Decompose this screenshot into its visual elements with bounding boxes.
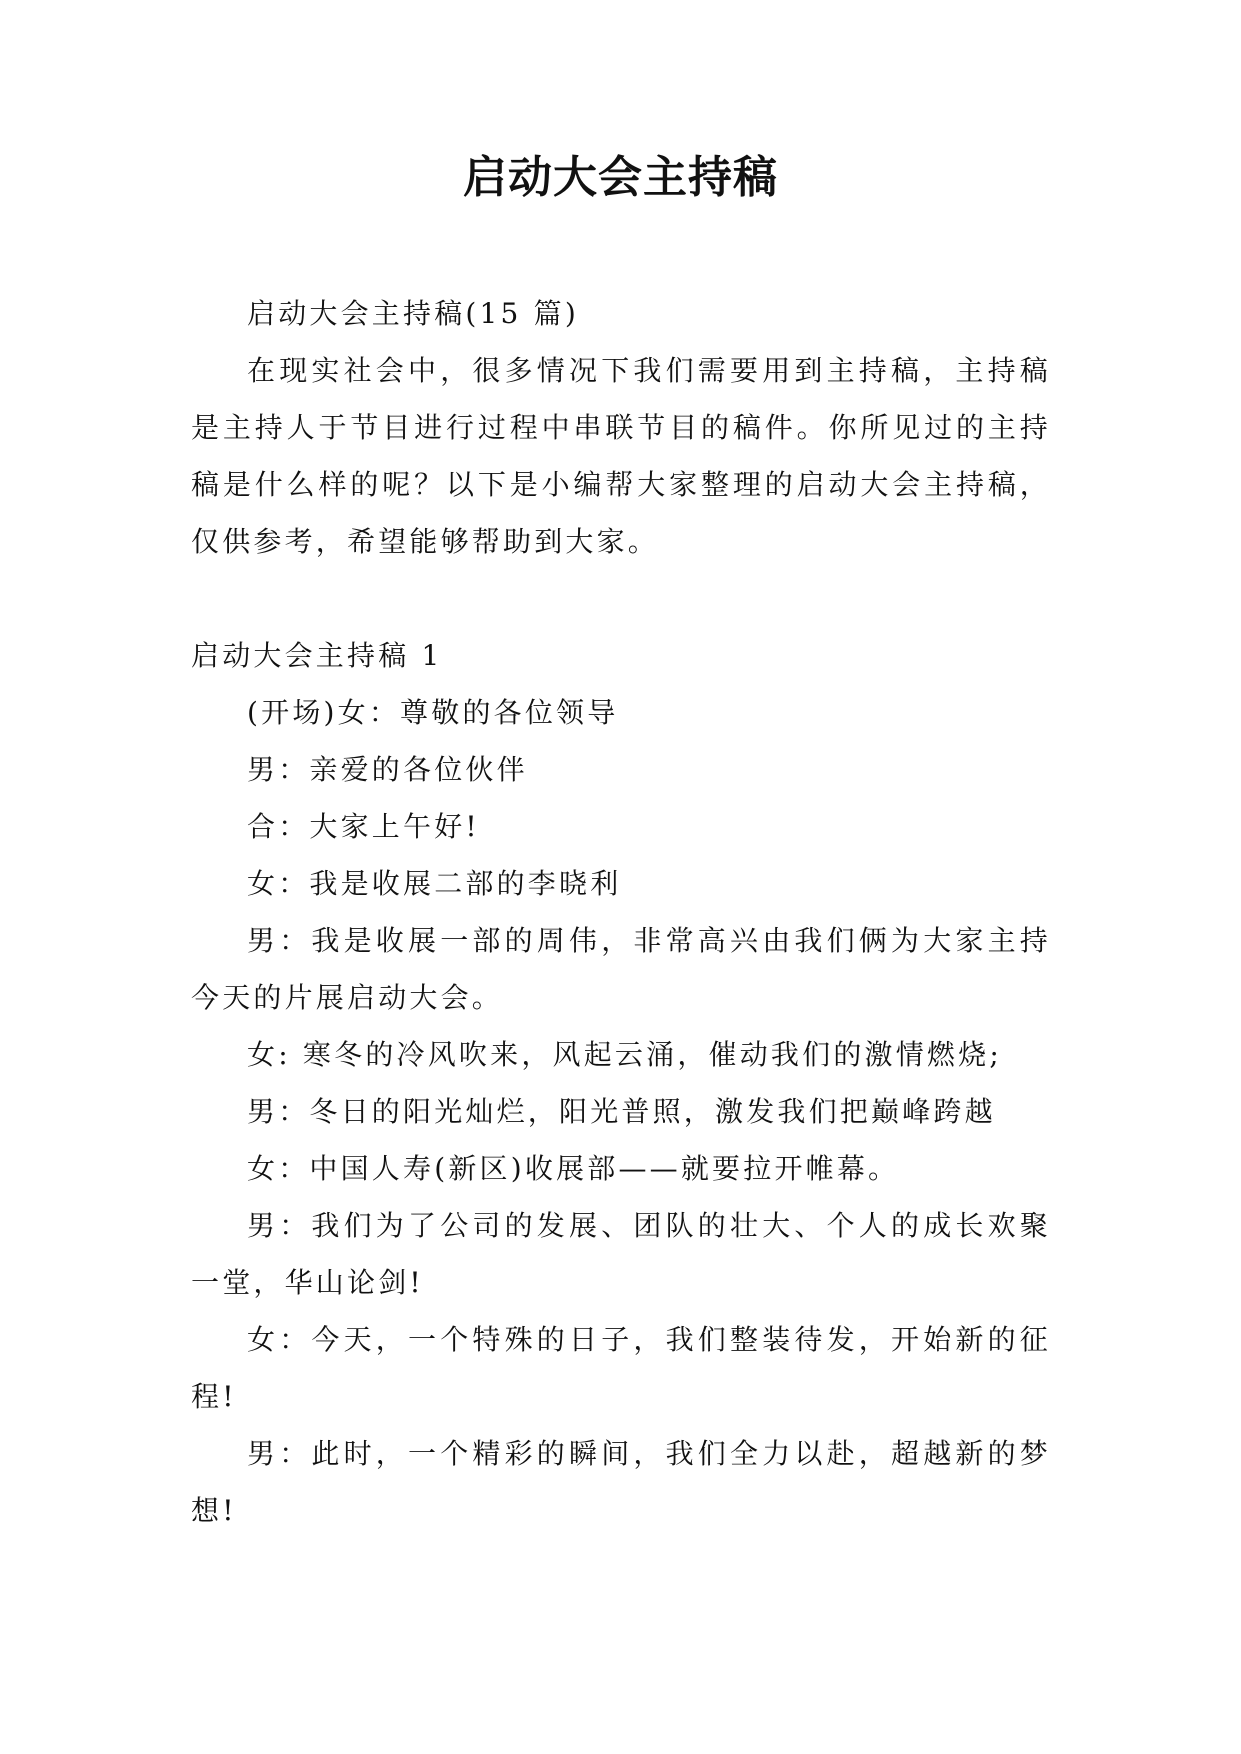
dialogue-line: 女：今天，一个特殊的日子，我们整装待发，开始新的征程! — [191, 1323, 1051, 1413]
paragraph-gap — [191, 570, 1051, 627]
intro-title-line: 启动大会主持稿(15 篇) — [247, 297, 579, 330]
dialogue-line: 男：冬日的阳光灿烂，阳光普照，激发我们把巅峰跨越 — [247, 1095, 996, 1128]
dialogue-line: 女：中国人寿(新区)收展部——就要拉开帷幕。 — [247, 1152, 900, 1185]
dialogue-line: 男：此时，一个精彩的瞬间，我们全力以赴，超越新的梦想! — [191, 1437, 1051, 1527]
dialogue-line: 男：亲爱的各位伙伴 — [247, 753, 528, 786]
document-body — [191, 285, 1051, 1539]
dialogue-line: 男：我是收展一部的周伟，非常高兴由我们俩为大家主持今天的片展启动大会。 — [191, 924, 1051, 1014]
dialogue-line: (开场)女：尊敬的各位领导 — [247, 696, 619, 729]
dialogue-line: 女：我是收展二部的李晓利 — [247, 867, 622, 900]
dialogue-line: 女: 寒冬的冷风吹来，风起云涌，催动我们的激情燃烧; — [247, 1038, 1002, 1071]
section-heading: 启动大会主持稿 1 — [191, 639, 443, 672]
intro-paragraph: 在现实社会中，很多情况下我们需要用到主持稿，主持稿是主持人于节目进行过程中串联节目的稿件。你所见过的主持稿是什么样的呢？以下是小编帮大家整理的启动大会主持稿，仅供参考，希望能够帮助到大家。 — [191, 354, 1051, 558]
document-title: 启动大会主持稿 — [463, 152, 778, 203]
dialogue-line: 男：我们为了公司的发展、团队的壮大、个人的成长欢聚一堂，华山论剑! — [191, 1209, 1051, 1299]
dialogue-line: 合：大家上午好! — [247, 810, 480, 843]
